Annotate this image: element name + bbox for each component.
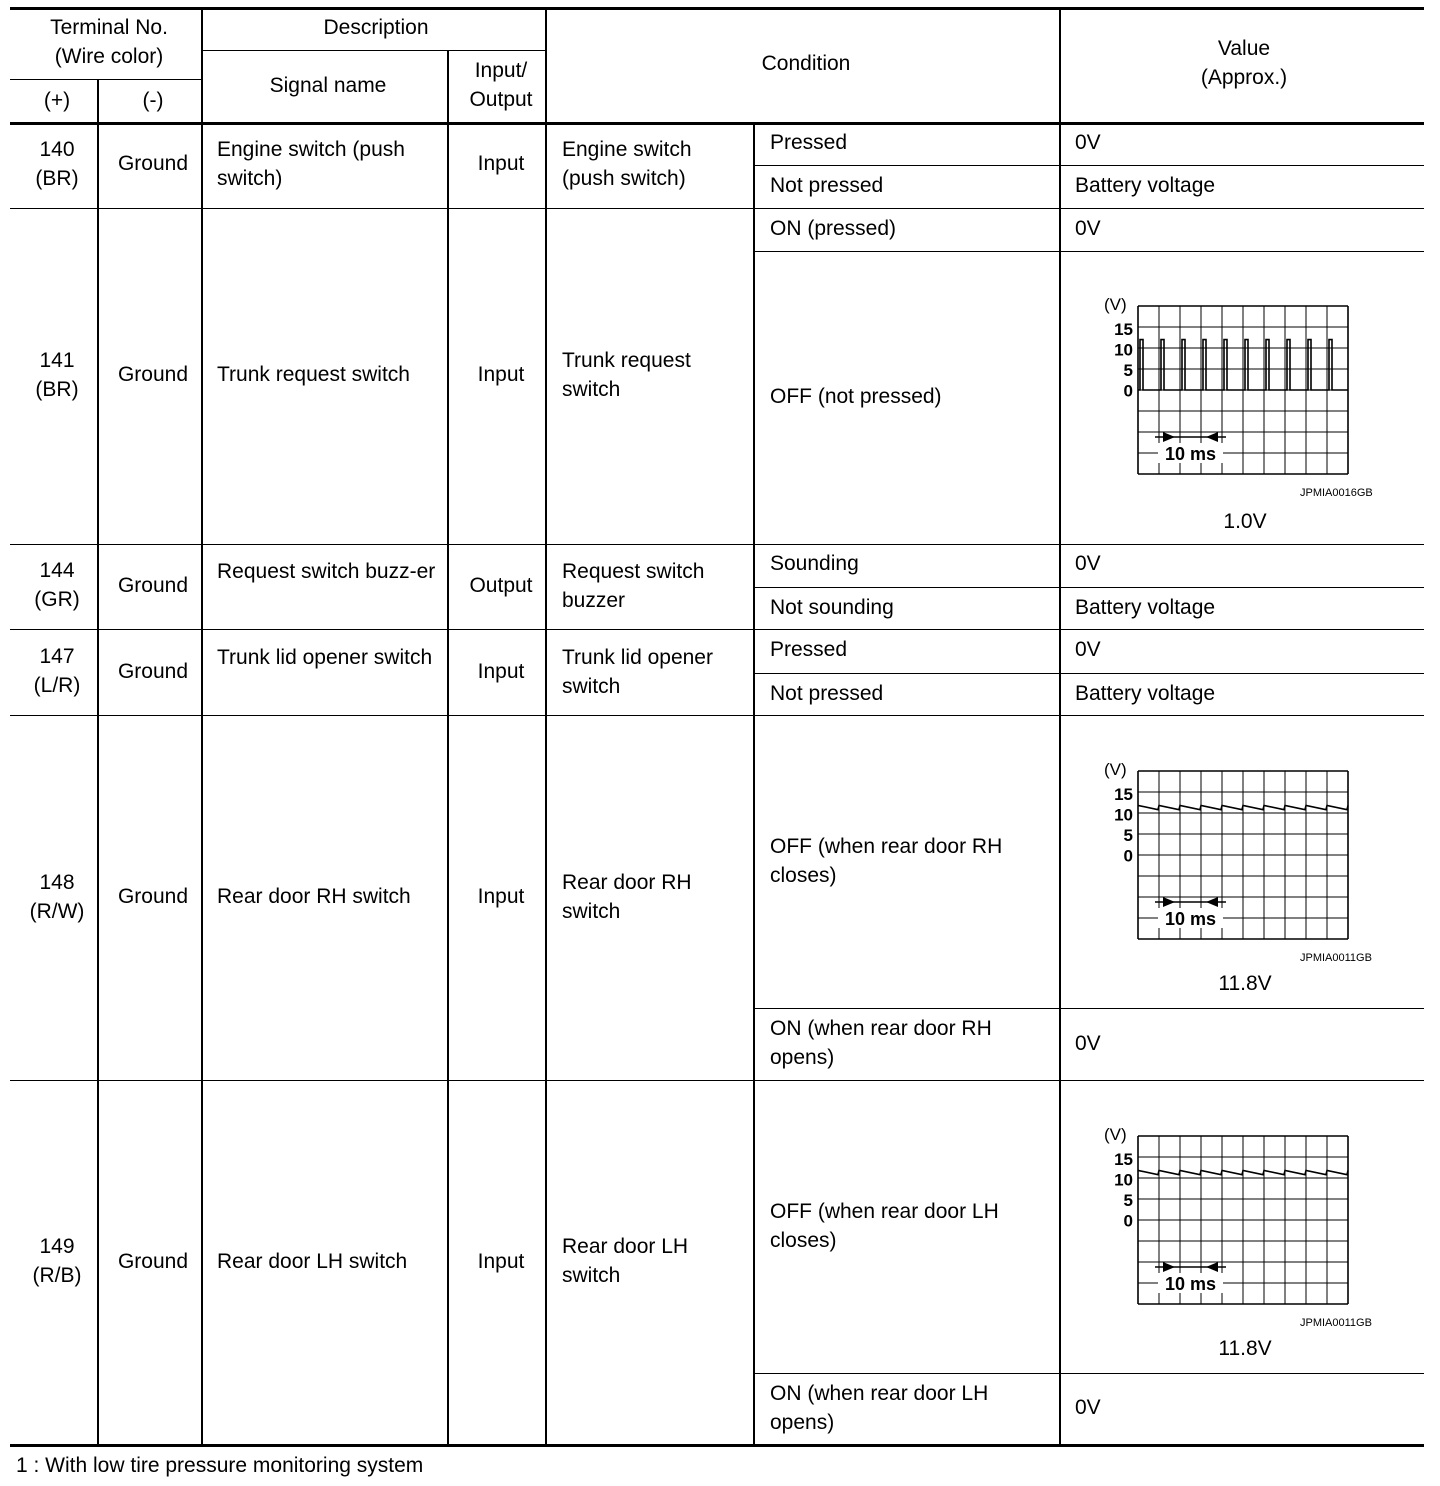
value: Battery voltage xyxy=(1075,596,1216,619)
axis-unit: (V) xyxy=(1104,295,1127,314)
ground-terminal: Ground xyxy=(117,363,189,386)
rule xyxy=(754,165,1424,166)
ground-terminal: Ground xyxy=(117,152,189,175)
figure-id: JPMIA0011GB xyxy=(1300,1317,1372,1329)
time-scale-arrow xyxy=(1163,432,1175,442)
rule xyxy=(10,544,1424,545)
rule xyxy=(97,80,99,1445)
rule xyxy=(754,1373,1424,1374)
header-bottom-border xyxy=(10,122,1424,125)
oscilloscope-waveform xyxy=(1100,757,1360,942)
input-output: Input xyxy=(477,152,525,175)
time-scale-arrow xyxy=(1206,897,1218,907)
header-terminal-no: Terminal No. xyxy=(50,16,168,39)
tick-label: 5 xyxy=(1123,826,1133,845)
value: 0V xyxy=(1075,1032,1101,1055)
signal-name: Trunk request switch xyxy=(217,363,410,386)
header-input-output: Input/ xyxy=(474,59,528,82)
signal-name: Rear door LH switch xyxy=(217,1250,408,1273)
rule xyxy=(10,1080,1424,1081)
ground-terminal: Ground xyxy=(117,1250,189,1273)
wire-color: (GR) xyxy=(34,588,80,611)
value: 11.8V xyxy=(1218,972,1272,995)
table-top-border xyxy=(10,7,1424,10)
condition-state: Pressed xyxy=(770,131,848,154)
condition-state: Not sounding xyxy=(770,596,894,619)
value: 0V xyxy=(1075,217,1101,240)
condition-state: Sounding xyxy=(770,552,859,575)
tick-label: 5 xyxy=(1123,361,1133,380)
wire-color: (R/B) xyxy=(32,1264,82,1287)
rule xyxy=(10,208,1424,209)
figure-id: JPMIA0016GB xyxy=(1300,487,1373,499)
header-wire-color: (Wire color) xyxy=(54,45,164,68)
signal-name: Engine switch (push switch) xyxy=(217,138,405,190)
input-output: Input xyxy=(477,660,525,683)
rule xyxy=(754,1008,1424,1009)
time-scale-arrow xyxy=(1206,432,1218,442)
table-bottom-border xyxy=(10,1444,1424,1447)
header-minus: (-) xyxy=(142,89,164,112)
time-scale-arrow xyxy=(1163,1262,1175,1272)
header-value: Value xyxy=(1217,37,1271,60)
ground-terminal: Ground xyxy=(117,660,189,683)
time-scale-label: 10 ms xyxy=(1164,444,1217,464)
ground-terminal: Ground xyxy=(117,885,189,908)
signal-name: Request switch buzz-er xyxy=(217,560,436,583)
tick-label: 15 xyxy=(1114,320,1133,339)
condition-state: OFF (when rear door LH closes) xyxy=(770,1200,999,1252)
header-plus: (+) xyxy=(43,89,71,112)
rule xyxy=(10,79,202,80)
terminal-number: 144 xyxy=(39,559,75,582)
value: 0V xyxy=(1075,552,1101,575)
wire-color: (L/R) xyxy=(33,674,81,697)
condition-name: Rear door LH switch xyxy=(562,1235,689,1287)
condition-name: Trunk lid opener switch xyxy=(562,646,713,698)
condition-state: ON (when rear door LH opens) xyxy=(770,1382,989,1434)
value: Battery voltage xyxy=(1075,682,1216,705)
value: 1.0V xyxy=(1223,510,1267,533)
tick-label: 0 xyxy=(1123,1211,1133,1231)
condition-state: Pressed xyxy=(770,638,848,661)
condition-state: Not pressed xyxy=(770,174,884,197)
tick-label: 0 xyxy=(1123,381,1133,401)
input-output: Output xyxy=(469,574,533,597)
condition-name: Request switch buzzer xyxy=(562,560,705,612)
condition-state: ON (pressed) xyxy=(770,217,897,240)
rule xyxy=(447,51,449,1445)
tick-label: 10 xyxy=(1114,805,1133,825)
header-description: Description xyxy=(323,16,429,39)
condition-state: Not pressed xyxy=(770,682,884,705)
header-condition: Condition xyxy=(761,52,851,75)
oscilloscope-waveform xyxy=(1100,1122,1360,1307)
rule xyxy=(754,587,1424,588)
rule xyxy=(754,673,1424,674)
value: 11.8V xyxy=(1218,1337,1272,1360)
terminal-number: 148 xyxy=(39,871,75,894)
tick-label: 0 xyxy=(1123,846,1133,866)
tick-label: 15 xyxy=(1114,1150,1133,1169)
rule xyxy=(1059,8,1061,1445)
tick-label: 10 xyxy=(1114,340,1133,360)
axis-unit: (V) xyxy=(1104,760,1127,779)
signal-name: Trunk lid opener switch xyxy=(217,646,433,669)
rule xyxy=(202,50,546,51)
rule xyxy=(753,123,755,1445)
time-scale-label: 10 ms xyxy=(1164,909,1217,929)
signal-name: Rear door RH switch xyxy=(217,885,411,908)
tick-label: 10 xyxy=(1114,1170,1133,1190)
value: 0V xyxy=(1075,131,1101,154)
input-output: Input xyxy=(477,885,525,908)
ground-terminal: Ground xyxy=(117,574,189,597)
terminal-number: 141 xyxy=(39,349,75,372)
condition-name: Rear door RH switch xyxy=(562,871,692,923)
value: Battery voltage xyxy=(1075,174,1216,197)
condition-name: Trunk request switch xyxy=(562,349,691,401)
rule xyxy=(754,251,1424,252)
terminal-number: 140 xyxy=(39,138,75,161)
wire-color: (BR) xyxy=(35,167,79,190)
terminal-number: 149 xyxy=(39,1235,75,1258)
value: 0V xyxy=(1075,1396,1101,1419)
header-input-output: Output xyxy=(469,88,533,111)
figure-id: JPMIA0011GB xyxy=(1300,952,1372,964)
tick-label: 5 xyxy=(1123,1191,1133,1210)
condition-name: Engine switch (push switch) xyxy=(562,138,692,190)
time-scale-arrow xyxy=(1163,897,1175,907)
value: 0V xyxy=(1075,638,1101,661)
rule xyxy=(201,8,203,1445)
time-scale-label: 10 ms xyxy=(1164,1274,1217,1294)
wire-color: (R/W) xyxy=(29,900,85,923)
rule xyxy=(10,715,1424,716)
rule xyxy=(545,8,547,1445)
input-output: Input xyxy=(477,1250,525,1273)
oscilloscope-waveform xyxy=(1100,292,1360,477)
tick-label: 15 xyxy=(1114,785,1133,804)
rule xyxy=(10,629,1424,630)
terminal-number: 147 xyxy=(39,645,75,668)
condition-state: ON (when rear door RH opens) xyxy=(770,1017,992,1069)
header-value: (Approx.) xyxy=(1200,66,1288,89)
header-signal-name: Signal name xyxy=(269,74,387,97)
time-scale-arrow xyxy=(1206,1262,1218,1272)
input-output: Input xyxy=(477,363,525,386)
condition-state: OFF (not pressed) xyxy=(770,385,942,408)
footnote: 1 : With low tire pressure monitoring system xyxy=(16,1454,424,1477)
axis-unit: (V) xyxy=(1104,1125,1127,1144)
condition-state: OFF (when rear door RH closes) xyxy=(770,835,1003,887)
wire-color: (BR) xyxy=(35,378,79,401)
